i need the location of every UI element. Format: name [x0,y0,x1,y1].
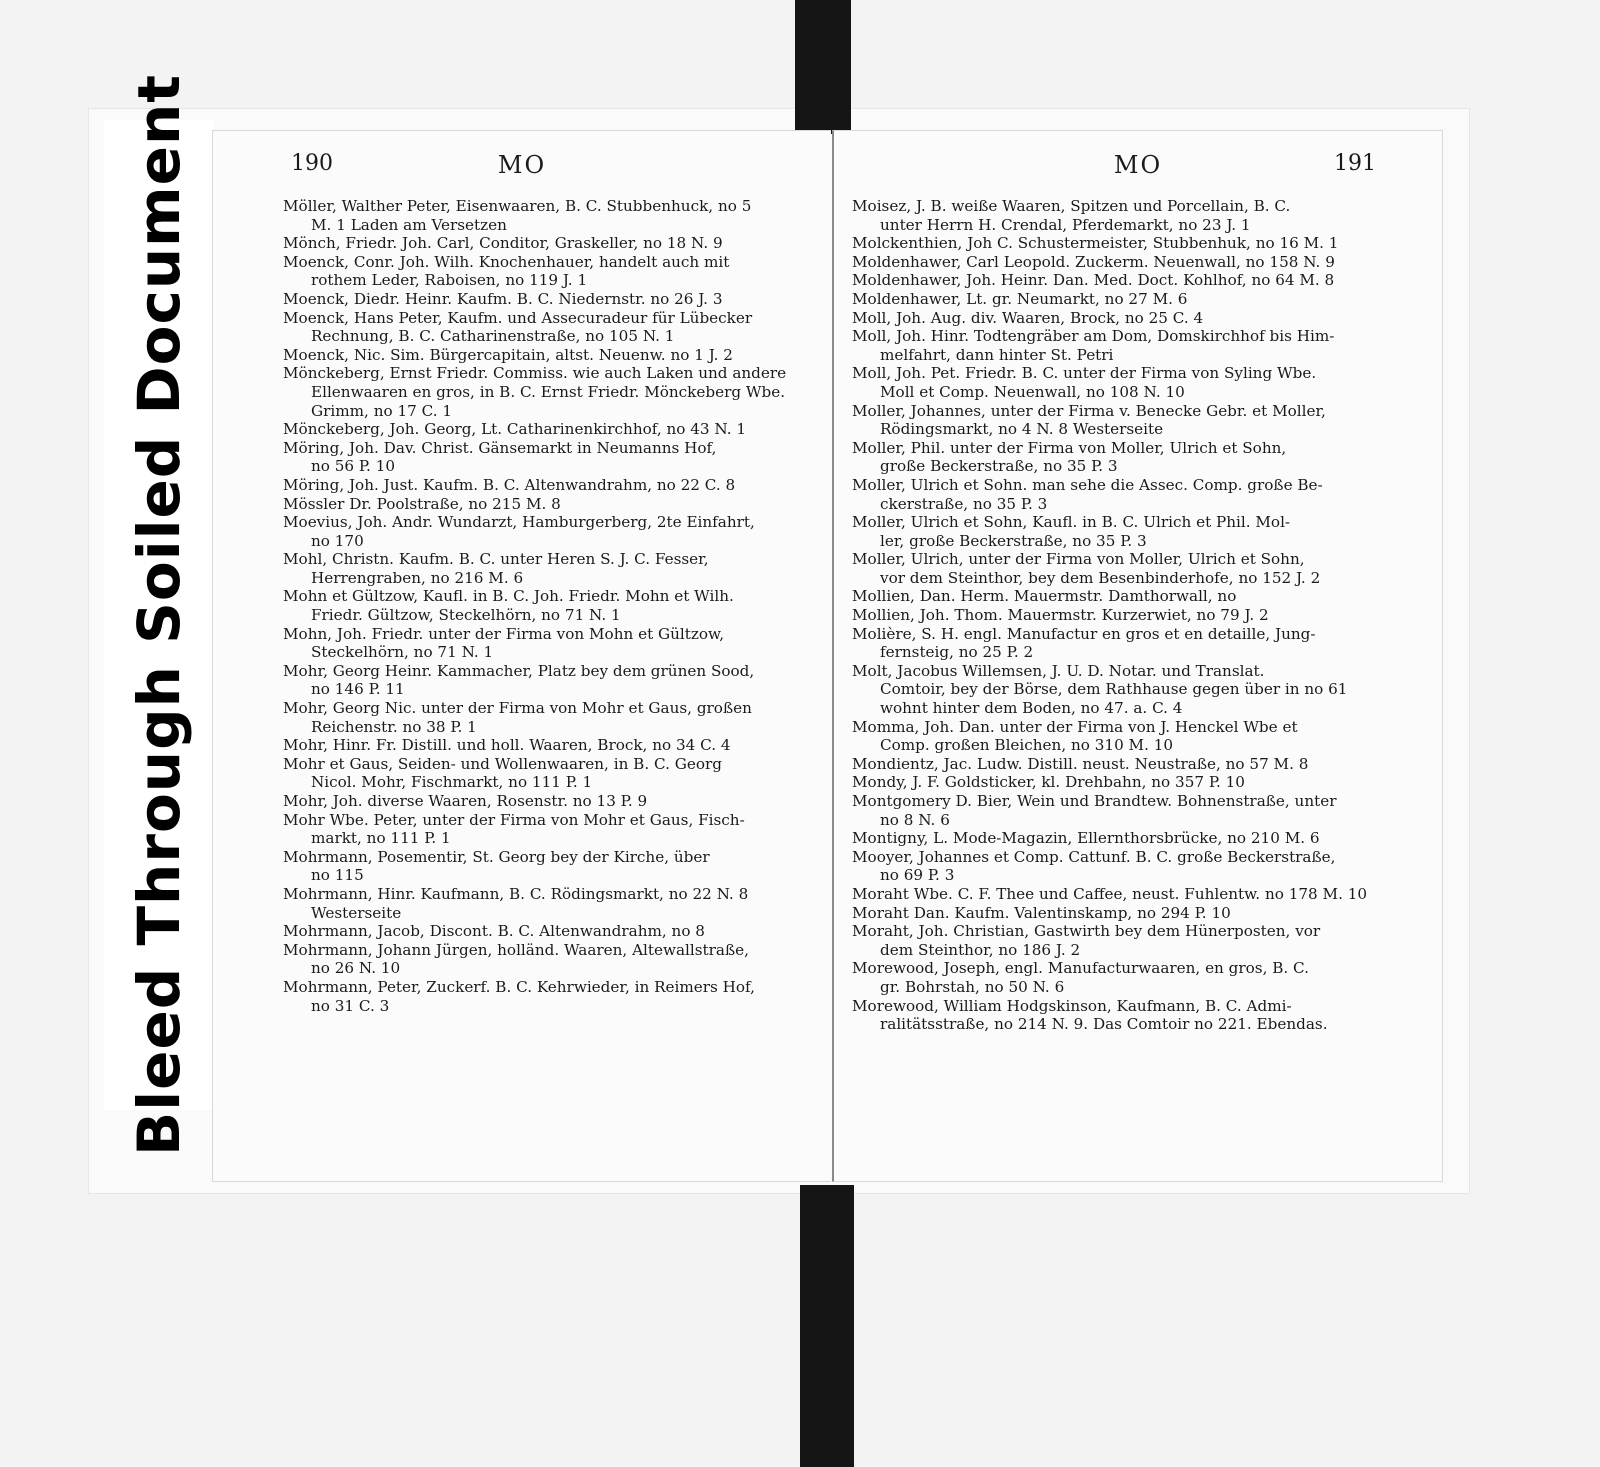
entry-first-line: Mooyer, Johannes et Comp. Cattunf. B. C. große Beckerstraße, [852,847,1336,866]
directory-entry [852,364,1378,401]
entry-first-line: Mollien, Dan. Herm. Mauermstr. Damthorwall, no [852,587,1237,606]
entry-continuation-line: no 8 N. 6 [880,810,950,829]
entry-first-line: Moenck, Hans Peter, Kaufm. und Assecuradeur für Lübecker [283,308,753,327]
directory-entry [852,439,1378,476]
entry-first-line: Mohr, Hinr. Fr. Distill. und holl. Waaren, Brock, no 34 C. 4 [283,736,731,755]
entry-continuation-line: dem Steinthor, no 186 J. 2 [880,940,1081,959]
directory-entry [852,829,1378,848]
entry-first-line: Moller, Johannes, unter der Firma v. Benecke Gebr. et Moller, [852,401,1326,420]
entry-continuation-line: Westerseite [311,903,402,922]
entry-first-line: Möring, Joh. Dav. Christ. Gänsemarkt in Neumanns Hof, [283,438,717,457]
entry-first-line: Mohrmann, Johann Jürgen, holländ. Waaren, Altewallstraße, [283,940,749,959]
directory-entry [852,662,1378,718]
directory-entry [852,997,1378,1034]
entry-continuation-line: Rechnung, B. C. Catharinenstraße, no 105 N. 1 [311,327,675,346]
entry-first-line: Mohr et Gaus, Seiden- und Wollenwaaren, in B. C. Georg [283,754,722,773]
directory-entry [283,364,811,420]
entry-first-line: Moenck, Conr. Joh. Wilh. Knochenhauer, handelt auch mit [283,252,730,271]
entry-continuation-line: no 26 N. 10 [311,959,401,978]
entry-continuation-line: no 146 P. 11 [311,680,405,699]
entry-continuation-line: M. 1 Laden am Versetzen [311,215,507,234]
directory-entry [283,346,811,365]
left-page-header [213,151,831,191]
entry-first-line: Mohl, Christn. Kaufm. B. C. unter Heren S. J. C. Fesser, [283,550,709,569]
entry-first-line: Mohrmann, Peter, Zuckerf. B. C. Kehrwieder, in Reimers Hof, [283,977,755,996]
entry-continuation-line: no 115 [311,866,364,885]
entry-continuation-line: Comtoir, bey der Börse, dem Rathhause gegen über in no 61 wohnt hinter dem Boden, no 47. a. C. 4 [880,680,1348,718]
entry-continuation-line: Steckelhörn, no 71 N. 1 [311,643,494,662]
directory-entry [852,290,1378,309]
left-page-heading: MO [497,151,547,179]
entry-first-line: Möring, Joh. Just. Kaufm. B. C. Altenwandrahm, no 22 C. 8 [283,475,736,494]
entry-first-line: Moller, Ulrich et Sohn. man sehe die Assec. Comp. große Be- [852,475,1323,494]
entry-first-line: Moller, Ulrich et Sohn, Kaufl. in B. C. Ulrich et Phil. Mol- [852,513,1291,532]
entry-continuation-line: no 31 C. 3 [311,996,390,1015]
entry-continuation-line: gr. Bohrstah, no 50 N. 6 [880,977,1065,996]
directory-entry [283,978,811,1015]
entry-continuation-line: rothem Leder, Raboisen, no 119 J. 1 [311,271,588,290]
entry-first-line: Moll, Joh. Aug. div. Waaren, Brock, no 25 C. 4 [852,308,1204,327]
entry-first-line: Mondientz, Jac. Ludw. Distill. neust. Neustraße, no 57 M. 8 [852,754,1309,773]
entry-first-line: Mössler Dr. Poolstraße, no 215 M. 8 [283,494,561,513]
directory-entry [283,550,811,587]
entry-first-line: Mönckeberg, Joh. Georg, Lt. Catharinenkirchhof, no 43 N. 1 [283,420,747,439]
directory-entry [283,662,811,699]
gutter-binding-bottom [800,1185,854,1467]
directory-entry [852,718,1378,755]
directory-entry [852,922,1378,959]
entry-continuation-line: Reichenstr. no 38 P. 1 [311,717,477,736]
directory-entry [283,755,811,792]
right-page [832,130,1443,1182]
right-page-heading: MO [1113,151,1163,179]
entry-continuation-line: fernsteig, no 25 P. 2 [880,643,1034,662]
entry-first-line: Moraht Wbe. C. F. Thee und Caffee, neust. Fuhlentw. no 178 M. 10 [852,884,1368,903]
directory-entry [283,439,811,476]
entry-first-line: Molckenthien, Joh C. Schustermeister, Stubbenhuk, no 16 M. 1 [852,234,1339,253]
directory-entry [283,625,811,662]
entry-continuation-line: Moll et Comp. Neuenwall, no 108 N. 10 [880,382,1185,401]
entry-continuation-line: markt, no 111 P. 1 [311,829,451,848]
entry-first-line: Moldenhawer, Carl Leopold. Zuckerm. Neuenwall, no 158 N. 9 [852,252,1335,271]
side-label-panel [104,74,214,1156]
entry-first-line: Moldenhawer, Joh. Heinr. Dan. Med. Doct. Kohlhof, no 64 M. 8 [852,271,1335,290]
entry-continuation-line: melfahrt, dann hinter St. Petri [880,345,1114,364]
directory-entry [283,792,811,811]
entry-continuation-line: no 56 P. 10 [311,457,396,476]
entry-first-line: Moll, Joh. Pet. Friedr. B. C. unter der Firma von Syling Wbe. [852,364,1317,383]
entry-first-line: Moller, Phil. unter der Firma von Moller, Ulrich et Sohn, [852,438,1287,457]
directory-entry [283,513,811,550]
directory-entry [852,606,1378,625]
entry-continuation-line: ler, große Beckerstraße, no 35 P. 3 [880,531,1147,550]
entry-first-line: Mohr, Georg Nic. unter der Firma von Mohr et Gaus, großen [283,699,752,718]
directory-entry [852,550,1378,587]
entry-continuation-line: große Beckerstraße, no 35 P. 3 [880,457,1118,476]
entry-first-line: Morewood, William Hodgskinson, Kaufmann, B. C. Admi- [852,996,1292,1015]
directory-entry [283,587,811,624]
entry-first-line: Mohrmann, Jacob, Discont. B. C. Altenwandrahm, no 8 [283,922,705,941]
entry-first-line: Moenck, Nic. Sim. Bürgercapitain, altst. Neuenw. no 1 J. 2 [283,345,733,364]
right-page-number: 191 [1334,151,1376,176]
directory-entry [283,885,811,922]
directory-entry [283,848,811,885]
entry-first-line: Mohr, Georg Heinr. Kammacher, Platz bey dem grünen Sood, [283,661,755,680]
entry-first-line: Molière, S. H. engl. Manufactur en gros et en detaille, Jung- [852,624,1316,643]
directory-entry [852,327,1378,364]
entry-continuation-line: ckerstraße, no 35 P. 3 [880,494,1048,513]
side-label-text: Bleed Through Soiled Document [125,74,193,1156]
entry-first-line: Montgomery D. Bier, Wein und Brandtew. Bohnenstraße, unter [852,792,1337,810]
directory-entry [852,513,1378,550]
entry-continuation-line: Herrengraben, no 216 M. 6 [311,568,524,587]
directory-entry [852,234,1378,253]
entry-first-line: Mohrmann, Posementir, St. Georg bey der Kirche, über [283,847,710,866]
directory-entry [852,402,1378,439]
entry-continuation-line: Rödingsmarkt, no 4 N. 8 Westerseite [880,420,1164,439]
entry-continuation-line: vor dem Steinthor, bey dem Besenbinderhofe, no 152 J. 2 [880,568,1321,587]
entry-continuation-line: no 170 [311,531,364,550]
directory-entry [283,234,811,253]
entry-first-line: Morewood, Joseph, engl. Manufacturwaaren, en gros, B. C. [852,959,1309,978]
directory-entry [852,271,1378,290]
directory-entry [283,495,811,514]
entry-continuation-line: unter Herrn H. Crendal, Pferdemarkt, no 23 J. 1 [880,215,1251,234]
entry-first-line: Mohrmann, Hinr. Kaufmann, B. C. Rödingsmarkt, no 22 N. 8 [283,884,749,903]
entry-first-line: Moenck, Diedr. Heinr. Kaufm. B. C. Niedernstr. no 26 J. 3 [283,289,723,308]
left-page [212,130,831,1182]
directory-entry [852,773,1378,792]
entry-first-line: Mohr Wbe. Peter, unter der Firma von Mohr et Gaus, Fisch- [283,810,745,829]
directory-entry [283,699,811,736]
entry-first-line: Mohr, Joh. diverse Waaren, Rosenstr. no 13 P. 9 [283,792,648,810]
left-page-number: 190 [291,151,333,176]
directory-entry [283,736,811,755]
entry-first-line: Molt, Jacobus Willemsen, J. U. D. Notar. und Translat. [852,661,1265,680]
directory-entry [852,904,1378,923]
entry-first-line: Moisez, J. B. weiße Waaren, Spitzen und Porcellain, B. C. [852,197,1291,215]
entry-continuation-line: no 69 P. 3 [880,866,955,885]
entry-first-line: Mönch, Friedr. Joh. Carl, Conditor, Graskeller, no 18 N. 9 [283,234,723,253]
entry-continuation-line: Ellenwaaren en gros, in B. C. Ernst Friedr. Mönckeberg Wbe. Grimm, no 17 C. 1 [311,382,786,420]
entry-first-line: Moldenhawer, Lt. gr. Neumarkt, no 27 M. 6 [852,289,1188,308]
entry-continuation-line: Friedr. Gültzow, Steckelhörn, no 71 N. 1 [311,606,621,625]
entry-first-line: Moraht, Joh. Christian, Gastwirth bey dem Hünerposten, vor [852,922,1321,941]
directory-entry [283,290,811,309]
directory-entry [283,941,811,978]
entry-first-line: Montigny, L. Mode-Magazin, Ellernthorsbrücke, no 210 M. 6 [852,829,1320,848]
directory-entry [852,792,1378,829]
directory-entry [283,309,811,346]
entry-first-line: Mohn, Joh. Friedr. unter der Firma von Mohn et Gültzow, [283,624,725,643]
entry-continuation-line: ralitätsstraße, no 214 N. 9. Das Comtoir no 221. Ebendas. [880,1015,1328,1034]
directory-entry [852,253,1378,272]
entry-first-line: Mollien, Joh. Thom. Mauermstr. Kurzerwiet, no 79 J. 2 [852,606,1269,625]
directory-entry [852,885,1378,904]
left-entry-list [283,197,811,1015]
directory-entry [852,476,1378,513]
directory-entry [852,197,1378,234]
entry-first-line: Möller, Walther Peter, Eisenwaaren, B. C. Stubbenhuck, no 5 [283,197,752,215]
directory-entry [852,587,1378,606]
entry-first-line: Moll, Joh. Hinr. Todtengräber am Dom, Domskirchhof bis Him- [852,327,1335,346]
right-entry-list [852,197,1378,1034]
entry-first-line: Mohn et Gültzow, Kaufl. in B. C. Joh. Friedr. Mohn et Wilh. [283,587,734,606]
directory-entry [852,625,1378,662]
entry-first-line: Mondy, J. F. Goldsticker, kl. Drehbahn, no 357 P. 10 [852,773,1245,792]
directory-entry [852,755,1378,774]
entry-first-line: Momma, Joh. Dan. unter der Firma von J. Henckel Wbe et [852,717,1298,736]
directory-entry [852,309,1378,328]
directory-entry [283,420,811,439]
entry-continuation-line: Nicol. Mohr, Fischmarkt, no 111 P. 1 [311,773,593,792]
entry-first-line: Moraht Dan. Kaufm. Valentinskamp, no 294 P. 10 [852,903,1231,922]
directory-entry [283,922,811,941]
directory-entry [283,253,811,290]
directory-entry [852,959,1378,996]
right-page-header [834,151,1442,191]
entry-first-line: Moller, Ulrich, unter der Firma von Moller, Ulrich et Sohn, [852,550,1305,569]
gutter-binding-top [795,0,851,134]
entry-first-line: Mönckeberg, Ernst Friedr. Commiss. wie auch Laken und andere [283,364,787,383]
entry-first-line: Moevius, Joh. Andr. Wundarzt, Hamburgerberg, 2te Einfahrt, [283,513,755,532]
directory-entry [283,811,811,848]
directory-entry [283,476,811,495]
entry-continuation-line: Comp. großen Bleichen, no 310 M. 10 [880,736,1174,755]
directory-entry [283,197,811,234]
directory-entry [852,848,1378,885]
